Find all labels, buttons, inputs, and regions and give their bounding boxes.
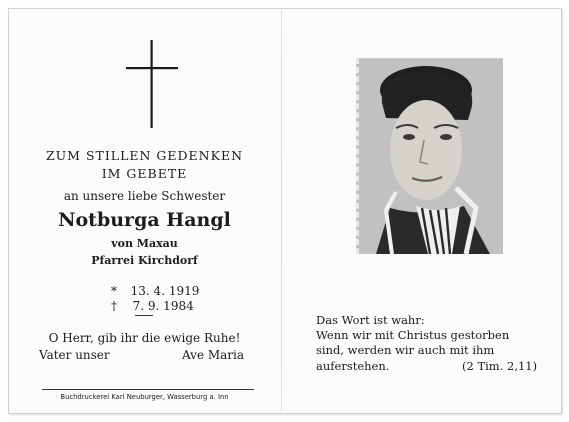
printer-rule xyxy=(42,389,254,390)
verse-line-1: Das Wort ist wahr: xyxy=(316,313,425,327)
portrait-photo xyxy=(356,58,503,254)
death-symbol: † xyxy=(111,299,117,313)
intro-text: an unsere liebe Schwester xyxy=(63,189,226,203)
heading-line-1: ZUM STILLEN GEDENKEN xyxy=(45,148,244,163)
verse-line-3: sind, werden wir auch mit ihm xyxy=(316,343,495,357)
parish-text: Pfarrei Kirchdorf xyxy=(91,254,198,267)
left-panel xyxy=(8,8,281,412)
birth-date-row xyxy=(111,284,199,298)
separator-dash xyxy=(135,315,153,316)
cross-icon xyxy=(126,40,178,128)
prayer-text: O Herr, gib ihr die ewige Ruhe! xyxy=(48,331,241,345)
verse-line-4: auferstehen. xyxy=(316,359,390,373)
birth-symbol: * xyxy=(111,284,117,298)
portrait-figure xyxy=(356,58,503,254)
deceased-name: Notburga Hangl xyxy=(58,209,231,231)
prayer-right: Ave Maria xyxy=(182,348,245,362)
origin-text: von Maxau xyxy=(111,237,178,250)
death-date: 7. 9. 1984 xyxy=(132,299,194,313)
right-panel xyxy=(282,8,560,412)
prayer-left: Vater unser xyxy=(39,348,110,362)
verse-line-2: Wenn wir mit Christus gestorben xyxy=(316,328,510,342)
birth-date: 13. 4. 1919 xyxy=(130,284,200,298)
heading-line-2: IM GEBETE xyxy=(101,166,188,181)
death-date-row xyxy=(111,299,194,313)
verse-reference: (2 Tim. 2,11) xyxy=(462,359,538,373)
printer-credit: Buchdruckerei Karl Neuburger, Wasserburg a. Inn xyxy=(60,393,229,401)
